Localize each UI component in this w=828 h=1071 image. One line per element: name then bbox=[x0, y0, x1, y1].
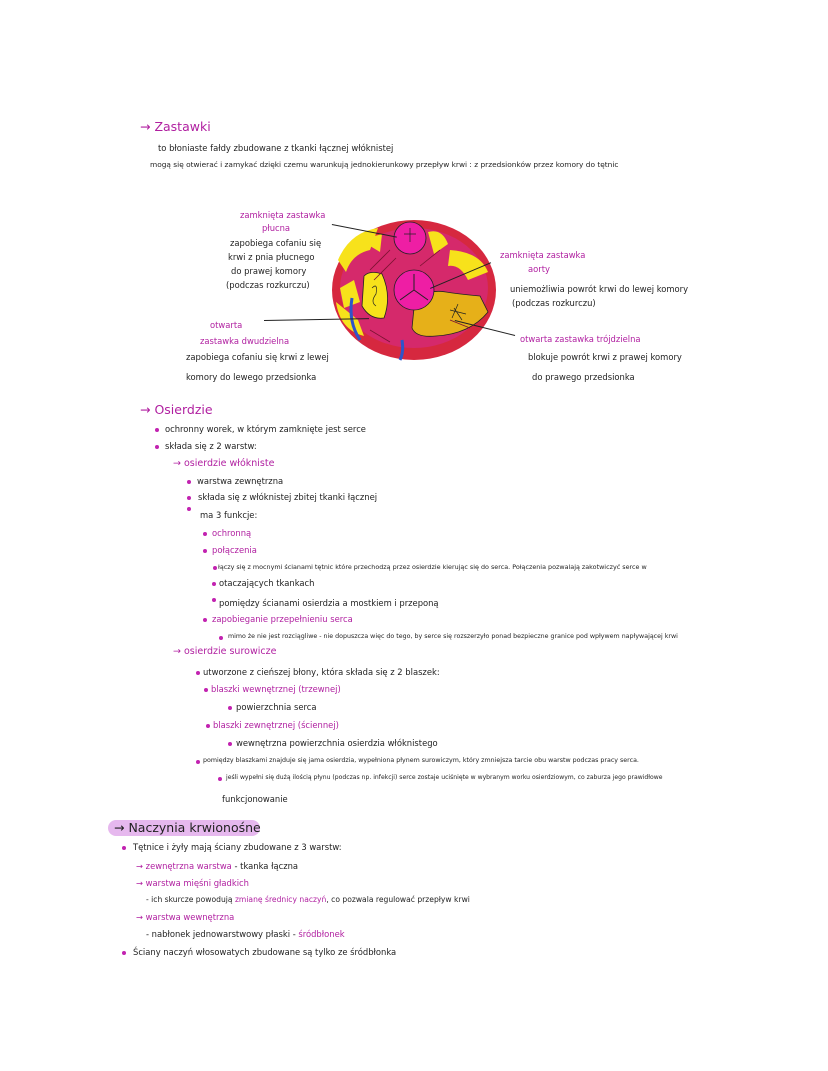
serous-inner-layer: blaszki wewnętrznej (trzewnej) bbox=[211, 684, 341, 694]
label-mitral-desc-1: zapobiega cofaniu się krwi z lewej bbox=[186, 352, 329, 362]
zastawki-function: mogą się otwierać i zamykać dzięki czemu warunkują jednokierunkowy przepływ krwi : z przedsionków przez komory do tętnic bbox=[150, 160, 619, 169]
label-mitral-title-1: otwarta bbox=[210, 320, 243, 330]
naczynia-bullet-2: Ściany naczyń włosowatych zbudowane są tylko ze śródbłonka bbox=[133, 947, 397, 957]
function-connection: połączenia bbox=[212, 545, 257, 555]
bullet bbox=[155, 445, 159, 449]
bullet bbox=[213, 566, 217, 570]
label-pulmonary-desc-2: krwi z pnia płucnego bbox=[228, 252, 315, 262]
heart-valves-diagram bbox=[330, 210, 498, 370]
section-heading-osierdzie: → Osierdzie bbox=[140, 402, 213, 417]
layer-smooth-muscle-desc: - ich skurcze powodują zmianę średnicy naczyń, co pozwala regulować przepływ krwi bbox=[146, 895, 470, 904]
serous-item-2: pomiędzy blaszkami znajduje się jama osierdzia, wypełniona płynem surowiczym, który zmniejsza tarcie obu warstw podczas pracy serca. bbox=[203, 757, 639, 764]
label-mitral-title-2: zastawka dwudzielna bbox=[200, 336, 290, 346]
label-aortic-desc-1: uniemożliwia powrót krwi do lewej komory bbox=[510, 284, 689, 294]
label-tricuspid-desc-1: blokuje powrót krwi z prawej komory bbox=[528, 352, 682, 362]
serous-item-3-line-1: jeśli wypełni się dużą ilością płynu (podczas np. infekcji) serce zostaje uciśnięte w wybranym worku osierdziowym, co zaburza jego prawidłowe bbox=[226, 774, 663, 781]
bullet bbox=[212, 598, 216, 602]
function-protective: ochronną bbox=[212, 528, 252, 538]
bullet bbox=[228, 706, 232, 710]
label-pulmonary-title-1: zamknięta zastawka bbox=[240, 210, 326, 220]
naczynia-bullet-1: Tętnice i żyły mają ściany zbudowane z 3 warstw: bbox=[133, 842, 342, 852]
serous-inner-layer-desc: powierzchnia serca bbox=[236, 702, 317, 712]
function-prevent-overfill: zapobieganie przepełnieniu serca bbox=[212, 614, 353, 624]
bullet bbox=[212, 582, 216, 586]
label-tricuspid-title: otwarta zastawka trójdzielna bbox=[520, 334, 641, 344]
bullet bbox=[187, 507, 191, 511]
bullet bbox=[204, 688, 208, 692]
label-mitral-desc-2: komory do lewego przedsionka bbox=[186, 372, 317, 382]
label-pulmonary-desc-4: (podczas rozkurczu) bbox=[226, 280, 310, 290]
bullet bbox=[122, 951, 126, 955]
bullet bbox=[122, 846, 126, 850]
bullet bbox=[228, 742, 232, 746]
subheading-fibrous: → osierdzie włókniste bbox=[173, 458, 275, 469]
serous-outer-layer: blaszki zewnętrznej (ściennej) bbox=[213, 720, 339, 730]
function-connection-desc-1: łączy się z mocnymi ścianami tętnic które przechodzą przez osierdzie kierując się do serca. Połączenia pozwalają zakotwiczyć serce w bbox=[218, 563, 647, 571]
bullet bbox=[187, 496, 191, 500]
bullet bbox=[196, 760, 200, 764]
label-pulmonary-title-2: płucna bbox=[262, 223, 291, 233]
zastawki-definition: to błoniaste fałdy zbudowane z tkanki łącznej włóknistej bbox=[158, 143, 394, 153]
label-tricuspid-desc-2: do prawego przedsionka bbox=[532, 372, 635, 382]
fibrous-item-2: składa się z włóknistej zbitej tkanki łącznej bbox=[198, 492, 378, 502]
fibrous-item-3: ma 3 funkcje: bbox=[200, 510, 258, 520]
section-heading-zastawki: → Zastawki bbox=[140, 119, 211, 134]
bullet bbox=[203, 532, 207, 536]
osierdzie-bullet-2: składa się z 2 warstw: bbox=[165, 441, 257, 451]
subheading-serous: → osierdzie surowicze bbox=[173, 646, 277, 657]
function-prevent-overfill-desc: mimo że nie jest rozciągliwe - nie dopuszcza więc do tego, by serce się rozszerzyło ponad bezpieczne granice pod wpływem napływającej krwi bbox=[228, 633, 678, 640]
label-aortic-title-1: zamknięta zastawka bbox=[500, 250, 586, 260]
label-aortic-desc-2: (podczas rozkurczu) bbox=[512, 298, 596, 308]
label-pulmonary-desc-3: do prawej komory bbox=[231, 266, 307, 276]
bullet bbox=[219, 636, 223, 640]
layer-smooth-muscle: → warstwa mięśni gładkich bbox=[136, 878, 249, 888]
bullet bbox=[206, 724, 210, 728]
bullet bbox=[203, 549, 207, 553]
bullet bbox=[155, 428, 159, 432]
bullet bbox=[187, 480, 191, 484]
bullet bbox=[196, 671, 200, 675]
serous-item-1: utworzone z cieńszej błony, która składa się z 2 blaszek: bbox=[203, 667, 440, 677]
bullet bbox=[218, 777, 222, 781]
function-connection-desc-2: otaczających tkankach bbox=[219, 578, 315, 588]
serous-item-3-line-2: funkcjonowanie bbox=[222, 794, 288, 804]
section-heading-naczynia: → Naczynia krwionośne bbox=[114, 820, 261, 835]
layer-inner-desc: - nabłonek jednowarstwowy płaski - śródbłonek bbox=[146, 929, 345, 939]
fibrous-item-1: warstwa zewnętrzna bbox=[197, 476, 284, 486]
bullet bbox=[203, 618, 207, 622]
layer-outer: → zewnętrzna warstwa - tkanka łączna bbox=[136, 861, 299, 871]
label-pulmonary-desc-1: zapobiega cofaniu się bbox=[230, 238, 322, 248]
layer-inner: → warstwa wewnętrzna bbox=[136, 912, 235, 922]
label-aortic-title-2: aorty bbox=[528, 264, 550, 274]
osierdzie-bullet-1: ochronny worek, w którym zamknięte jest serce bbox=[165, 424, 366, 434]
serous-outer-layer-desc: wewnętrzna powierzchnia osierdzia włóknistego bbox=[236, 738, 438, 748]
function-connection-desc-3: pomiędzy ścianami osierdzia a mostkiem i przeponą bbox=[219, 598, 439, 608]
